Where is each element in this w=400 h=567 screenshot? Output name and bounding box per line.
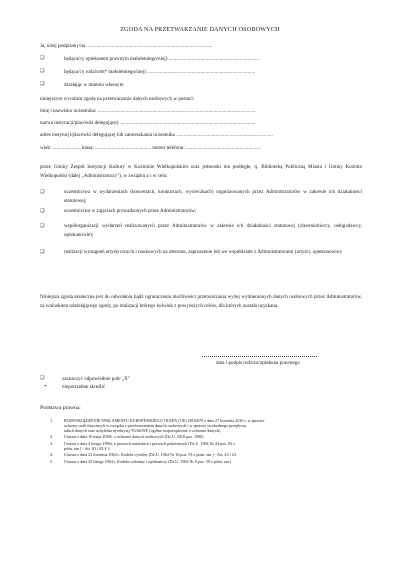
purpose-intro: przez Gminy Zespół Instytucji Kultury w Koźminie Wielkopolskim oraz jednostki mu podległe, tj. Biblioteką Publiczną Miasta i Gminy Koźmin Wielkopolski (dalej „Administratorzy"), w związku z i w celu: [40, 164, 362, 180]
checkbox-icon[interactable]: ❑ [40, 190, 45, 195]
legal-basis-text: późn. zm.) - Art. 81 i 83 § 3. [64, 445, 111, 451]
legal-basis-text: Ustawa z dnia 25 lutego 1964 r. Kodeks rodzinny i opiekuńczy (Dz.U. 1964 Nr 9 poz. 59 z późn. zm.) [64, 459, 232, 464]
option-parent: będąca/cy rodzicem* małoletniego/niej) ..................................................................................... [64, 69, 256, 75]
instruction-strike: niepotrzebne skreślić [62, 384, 106, 390]
legal-basis-text: Ustawa z dnia 10 maja 2018r. o ochronie danych osobowych (Dz.U. 2018 poz. 1000) [64, 434, 204, 439]
purpose-performances: realizacji wystąpień artystycznych i naukowych na zlecenie, zaproszenie lub we współdziale z Administratorami (artyści, opiekunowie); [64, 249, 343, 255]
legal-basis-number: 1. [50, 418, 54, 423]
legal-basis-item [50, 460, 370, 465]
withdrawal-clause: Niniejsza zgoda skuteczna jest do odwołania bądź ograniczenia możliwości przetwarzania wyżej wymienionych danych osobowych przez Administratorów, za wnioskiem udzielającego zgody, po realizacji którego kolwiek z powyższych celów, dla których została uzyskana. [40, 294, 362, 310]
legal-basis-text: Ustawa z dnia 4 lutego 1994r. o prawach autorskich i prawach pokrewnych (Dz.U. 1994 Nr 24 poz. 83 z [64, 441, 235, 446]
option-legal-guardian: będąca/cy opiekunem prawnym małoletniego/niej) ....................................................................... [64, 56, 260, 62]
document-title: ZGODA NA PRZETWARZANIE DANYCH OSOBOWYCH [120, 26, 280, 33]
field-institution-name: nazwa instytucji/placówki delegującej: .......................................................................................................... [40, 120, 256, 126]
legal-basis-item [50, 419, 370, 434]
field-age-class-phone: wiek: ...................... klasa: ............................................ numer telefonu: ........................................................... [40, 145, 262, 151]
legal-basis-heading: Podstawa prawna: [40, 405, 81, 411]
option-own-behalf: działając w imieniu własnym [64, 82, 124, 88]
legal-basis-item [50, 453, 370, 458]
purpose-events: uczestnictwa w wydarzeniach (koncertach, konkursach, wycieczkach) organizowanych przez Administratorów w zakresie ich działalności statutowej; [64, 189, 362, 205]
checkbox-icon[interactable]: ❑ [40, 250, 45, 255]
purpose-classes: uczestnictwa w zajęciach prowadzonych przez Administratorów; [64, 208, 197, 214]
instruction-mark-x: zaznaczyć odpowiednie pole „X" [62, 376, 130, 382]
checkbox-icon[interactable]: ❑ [40, 69, 45, 74]
checkbox-icon[interactable]: ❑ [40, 209, 45, 214]
legal-basis-number: 4. [50, 452, 54, 457]
field-institution-address: adres instytucji/placówki delegującej lub zamieszkania uczestnika ............................................................................ [40, 132, 273, 138]
consent-statement: niniejszym wyrażam zgodę na przetwarzanie danych osobowych w postaci: [40, 96, 195, 102]
checkbox-icon[interactable]: ❑ [40, 56, 45, 61]
checkbox-icon: ❑ [40, 376, 45, 381]
field-participant-name: imię i nazwisko uczestnika: ............................................................................................................................ [40, 108, 256, 114]
legal-basis-text: ochrony osób fizycznych w związku z przetwarzaniem danych osobowych i w sprawie swobodnego przepływu [64, 422, 247, 428]
legal-basis-text: takich danych oraz uchylenia dyrektywy 95/46/WE (ogólne rozporządzenie o ochronie danych) [64, 427, 221, 433]
legal-basis-text: Ustawa z dnia 23 kwietnia 1964 r. Kodeks cywilny (Dz.U. 1964 Nr 16 poz. 93 z późn. zm.) - Art. 23 i 24 [64, 452, 236, 457]
checkbox-icon[interactable]: ❑ [40, 224, 45, 229]
signatory-line: Ja, niżej podpisany/na ................................................................................................... [40, 43, 213, 49]
purpose-coorganization: współorganizacji wydarzeń realizowanych przez Administratorów w zakresie ich działalności statutowej (zleceniobiorcy, usługodawcy, opiekunowie); [64, 223, 362, 239]
legal-basis-number: 2. [50, 434, 54, 439]
signature-line[interactable] [202, 356, 317, 357]
legal-basis-item [50, 442, 370, 452]
checkbox-icon[interactable]: ❑ [40, 82, 45, 87]
asterisk-icon: * [44, 384, 47, 390]
signature-caption: data i podpis rodzica/opiekuna prawnego [216, 360, 300, 366]
legal-basis-number: 3. [50, 441, 54, 446]
legal-basis-item [50, 435, 370, 440]
legal-basis-number: 5. [50, 459, 54, 464]
legal-basis-text: ROZPORZĄDZENIE PARLAMENTU EUROPEJSKIEGO I RADY (UE) 2016/679 z dnia 27 kwietnia 2016 r. w sprawie [64, 418, 265, 423]
